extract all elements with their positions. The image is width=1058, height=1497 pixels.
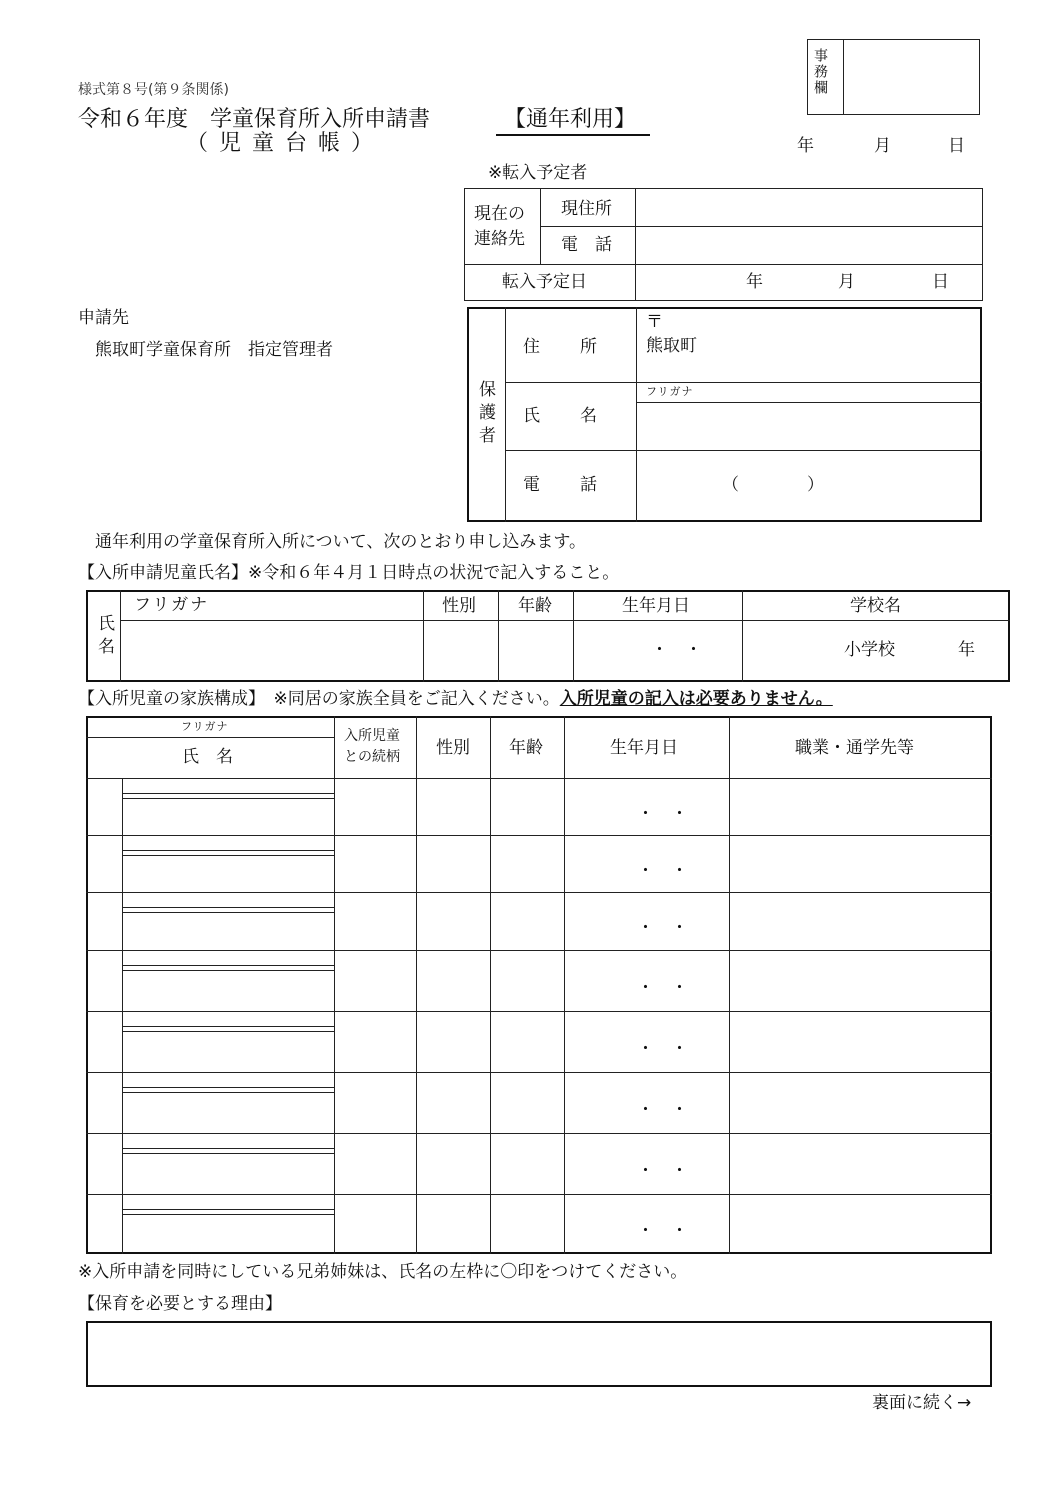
- current-phone-field[interactable]: [636, 227, 982, 264]
- guardian-phone-label: 電 話: [523, 475, 599, 495]
- reason-heading: 【保育を必要とする理由】: [78, 1294, 282, 1314]
- applicant-to-label: 申請先: [78, 308, 129, 328]
- family-age-label: 年齢: [509, 738, 543, 758]
- guardian-phone-field[interactable]: [637, 451, 981, 520]
- child-gender-label: 性別: [442, 596, 476, 616]
- guardian-phone-parens: （ ）: [722, 475, 824, 495]
- child-school-label: 学校名: [850, 596, 901, 616]
- table-row[interactable]: [87, 1012, 991, 1072]
- family-heading-bold: 入所児童の記入は必要ありません。: [559, 689, 833, 709]
- family-row-birth-dots: ・ ・: [637, 861, 688, 881]
- family-furigana-label: フリガナ: [181, 720, 229, 733]
- guardian-name-label: 氏 名: [523, 406, 599, 426]
- table-row[interactable]: [87, 1134, 991, 1194]
- child-birth-label: 生年月日: [622, 596, 690, 616]
- transfer-year: 年: [746, 272, 763, 292]
- table-row[interactable]: [87, 1195, 991, 1254]
- transfer-note: ※転入予定者: [488, 163, 588, 183]
- contact-label-1: 現在の: [474, 204, 525, 224]
- title-underline: [496, 134, 650, 136]
- table-row[interactable]: [87, 779, 991, 835]
- family-relation-label-1: 入所児童: [344, 728, 400, 744]
- family-job-label: 職業・通学先等: [795, 738, 914, 758]
- page-subtitle: （ 児 童 台 帳 ）: [186, 131, 375, 156]
- form-number: 様式第８号(第９条関係): [78, 82, 229, 98]
- transfer-day: 日: [932, 272, 949, 292]
- child-grade-suffix: 年: [958, 640, 975, 660]
- table-row[interactable]: [87, 836, 991, 892]
- office-box: [807, 39, 980, 115]
- office-label: 事務欄: [812, 48, 828, 96]
- family-row-birth-dots: ・ ・: [637, 978, 688, 998]
- current-address-label: 現住所: [561, 199, 612, 219]
- transfer-month: 月: [838, 272, 855, 292]
- date-month: 月: [874, 136, 891, 156]
- postal-mark: 〒: [646, 312, 663, 332]
- child-furigana-label: フリガナ: [134, 595, 210, 615]
- child-heading: 【入所申請児童氏名】※令和６年４月１日時点の状況で記入すること。: [78, 563, 620, 583]
- guardian-address-field[interactable]: [700, 335, 975, 375]
- table-row[interactable]: [87, 893, 991, 950]
- current-address-field[interactable]: [636, 189, 982, 226]
- page-title: 令和６年度 学童保育所入所申請書: [78, 107, 431, 132]
- transfer-date-label: 転入予定日: [502, 272, 587, 292]
- family-row-birth-dots: ・ ・: [637, 1161, 688, 1181]
- child-gender-field[interactable]: [424, 621, 497, 680]
- family-heading-prefix: 【入所児童の家族構成】 ※同居の家族全員をご記入ください。: [78, 689, 560, 709]
- child-age-field[interactable]: [499, 621, 572, 680]
- table-row[interactable]: [87, 951, 991, 1011]
- guardian-town: 熊取町: [646, 336, 697, 356]
- child-name-label: 氏名: [94, 614, 114, 660]
- transfer-hline-2: [464, 264, 983, 265]
- intro-text: 通年利用の学童保育所入所について、次のとおり申し込みます。: [95, 532, 586, 552]
- date-year: 年: [797, 136, 814, 156]
- family-birth-label: 生年月日: [610, 738, 678, 758]
- title-tag: 【通年利用】: [504, 107, 637, 132]
- table-row[interactable]: [87, 1073, 991, 1133]
- child-vline-5: [742, 590, 743, 682]
- guardian-address-label: 住 所: [523, 337, 599, 357]
- office-divider: [843, 39, 844, 115]
- family-row-birth-dots: ・ ・: [637, 804, 688, 824]
- guardian-furigana-label: フリガナ: [646, 385, 694, 398]
- family-row-birth-dots: ・ ・: [637, 1100, 688, 1120]
- family-row-birth-dots: ・ ・: [637, 1221, 688, 1241]
- family-row-birth-dots: ・ ・: [637, 918, 688, 938]
- guardian-hline-1: [505, 382, 982, 383]
- guardian-section-label: 保護者: [475, 380, 495, 449]
- child-school-suffix: 小学校: [844, 640, 895, 660]
- family-gender-label: 性別: [436, 738, 470, 758]
- family-heading: [78, 691, 833, 708]
- date-day: 日: [948, 136, 965, 156]
- contact-label-2: 連絡先: [474, 229, 525, 249]
- guardian-name-field[interactable]: [637, 403, 981, 449]
- family-name-label: 氏 名: [182, 747, 233, 767]
- family-relation-label-2: との続柄: [344, 749, 400, 765]
- child-birth-dots: ・ ・: [651, 640, 702, 660]
- continue-note: 裏面に続く→: [872, 1393, 972, 1413]
- child-vline-4: [573, 590, 574, 682]
- child-name-field[interactable]: [121, 621, 422, 680]
- current-phone-label: 電 話: [561, 235, 612, 255]
- sibling-note: ※入所申請を同時にしている兄弟姉妹は、氏名の左枠に〇印をつけてください。: [78, 1262, 688, 1282]
- applicant-to-value: 熊取町学童保育所 指定管理者: [95, 340, 333, 360]
- reason-box[interactable]: [86, 1321, 992, 1387]
- child-age-label: 年齢: [518, 596, 552, 616]
- family-header-furigana-line: [86, 737, 334, 738]
- family-row-birth-dots: ・ ・: [637, 1039, 688, 1059]
- guardian-vline-1: [505, 307, 506, 522]
